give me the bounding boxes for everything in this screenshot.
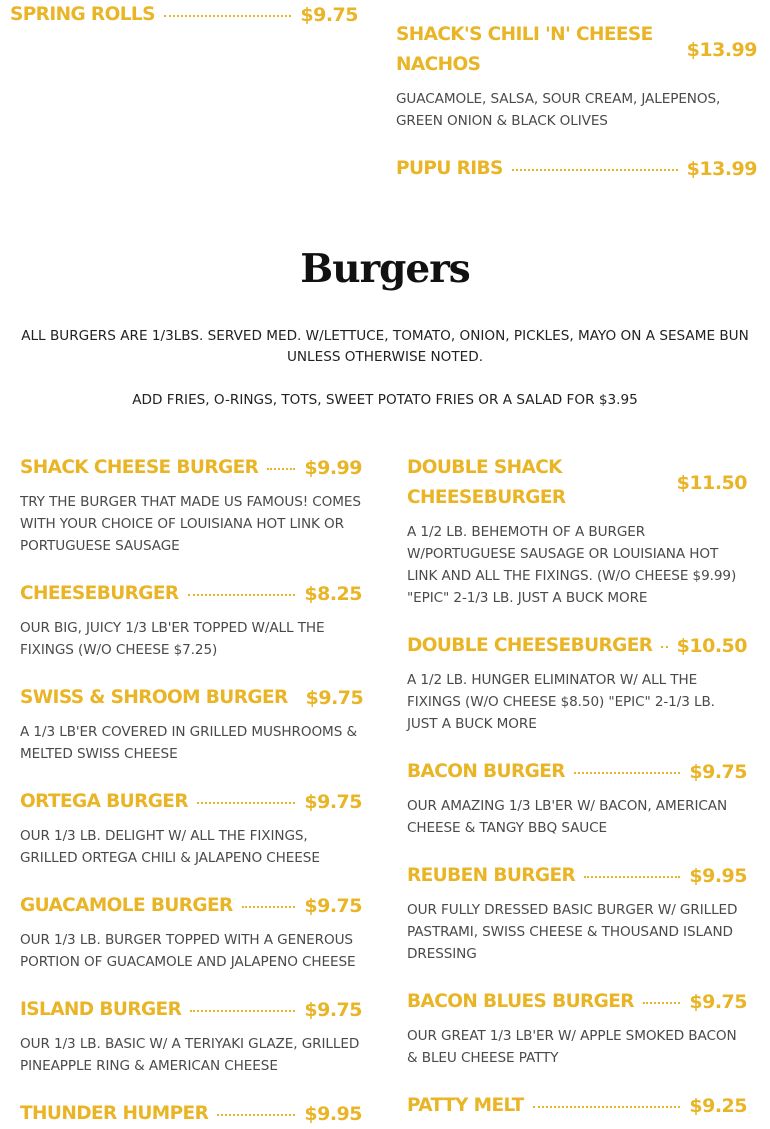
- menu-item-swiss-shroom-burger: [20, 683, 362, 765]
- dotted-leader: [661, 646, 667, 648]
- dotted-leader: [512, 169, 678, 171]
- item-price: $11.50: [676, 472, 747, 494]
- section-note-sides: ADD FRIES, O-RINGS, TOTS, SWEET POTATO FRIES OR A SALAD FOR $3.95: [132, 392, 638, 408]
- item-price: $9.75: [305, 687, 364, 709]
- item-price: $9.95: [689, 865, 747, 887]
- dotted-leader: [584, 876, 680, 878]
- item-price: $9.25: [689, 1095, 747, 1117]
- item-price: $9.75: [689, 991, 747, 1013]
- dotted-leader: [188, 594, 296, 596]
- item-description: TRY THE BURGER THAT MADE US FAMOUS! COMES WITH YOUR CHOICE OF LOUISIANA HOT LINK OR PORTUGUESE SAUSAGE: [20, 494, 361, 554]
- menu-item-bacon-blues-burger: [407, 987, 747, 1069]
- dotted-leader: [190, 1010, 295, 1012]
- item-price: $9.75: [304, 999, 362, 1021]
- item-description: OUR AMAZING 1/3 LB'ER W/ BACON, AMERICAN CHEESE & TANGY BBQ SAUCE: [407, 798, 728, 836]
- item-price: $9.75: [689, 761, 747, 783]
- item-price: $9.75: [304, 791, 362, 813]
- item-name: PUPU RIBS: [396, 158, 503, 179]
- dotted-leader: [197, 802, 295, 804]
- item-description: A 1/2 LB. BEHEMOTH OF A BURGER W/PORTUGUESE SAUSAGE OR LOUISIANA HOT LINK AND ALL THE FIXINGS. (W/O CHEESE $9.99) "EPIC" 2-1/3 LB. JUST A BUCK MORE: [407, 524, 737, 606]
- menu-item-island-burger: [20, 995, 362, 1077]
- item-price: $9.75: [304, 895, 362, 917]
- item-name: GUACAMOLE BURGER: [20, 895, 233, 916]
- item-description: OUR 1/3 LB. BASIC W/ A TERIYAKI GLAZE, GRILLED PINEAPPLE RING & AMERICAN CHEESE: [20, 1036, 360, 1074]
- dotted-leader: [574, 772, 681, 774]
- item-name: SHACK'S CHILI 'N' CHEESE NACHOS: [396, 24, 653, 75]
- item-price: $9.99: [304, 457, 362, 479]
- item-description: OUR GREAT 1/3 LB'ER W/ APPLE SMOKED BACON & BLEU CHEESE PATTY: [407, 1028, 737, 1066]
- item-description: OUR 1/3 LB. DELIGHT W/ ALL THE FIXINGS, GRILLED ORTEGA CHILI & JALAPENO CHEESE: [20, 828, 320, 866]
- dotted-leader: [164, 15, 292, 17]
- dotted-leader: [217, 1114, 295, 1116]
- item-name: REUBEN BURGER: [407, 865, 576, 886]
- item-name: SPRING ROLLS: [10, 4, 155, 25]
- item-name: THUNDER HUMPER: [20, 1103, 209, 1124]
- dotted-leader: [533, 1106, 681, 1108]
- item-name: PATTY MELT: [407, 1095, 524, 1116]
- item-price: $9.75: [300, 4, 358, 26]
- menu-item-ortega-burger: [20, 787, 362, 869]
- item-description: OUR FULLY DRESSED BASIC BURGER W/ GRILLED PASTRAMI, SWISS CHEESE & THOUSAND ISLAND DRESSING: [407, 902, 738, 962]
- item-name: DOUBLE CHEESEBURGER: [407, 635, 653, 656]
- dotted-leader: [242, 906, 296, 908]
- item-name: DOUBLE SHACK CHEESEBURGER: [407, 457, 566, 508]
- dotted-leader: [643, 1002, 680, 1004]
- menu-item-spring-rolls: [10, 0, 358, 30]
- item-name: SWISS & SHROOM BURGER: [20, 687, 288, 708]
- item-name: BACON BURGER: [407, 761, 565, 782]
- item-description: A 1/2 LB. HUNGER ELIMINATOR W/ ALL THE FIXINGS (W/O CHEESE $8.50) "EPIC" 2-1/3 LB. JUST A BUCK MORE: [407, 672, 715, 732]
- section-note: ALL BURGERS ARE 1/3LBS. SERVED MED. W/LETTUCE, TOMATO, ONION, PICKLES, MAYO ON A SESAME BUN UNLESS OTHERWISE NOTED.: [21, 328, 749, 365]
- item-name: CHEESEBURGER: [20, 583, 179, 604]
- menu-item-bacon-burger: [407, 757, 747, 839]
- item-name: ISLAND BURGER: [20, 999, 182, 1020]
- item-description: GUACAMOLE, SALSA, SOUR CREAM, JALEPENOS, GREEN ONION & BLACK OLIVES: [396, 91, 721, 129]
- menu-item-shack-cheese-burger: [20, 453, 362, 557]
- item-description: OUR 1/3 LB. BURGER TOPPED WITH A GENEROUS PORTION OF GUACAMOLE AND JALAPENO CHEESE: [20, 932, 356, 970]
- menu-item-nachos: [396, 20, 757, 132]
- item-price: $9.95: [304, 1103, 362, 1125]
- menu-item-guacamole-burger: [20, 891, 362, 973]
- item-price: $10.50: [676, 635, 747, 657]
- menu-item-patty-melt: [407, 1091, 747, 1121]
- menu-item-double-shack-cheeseburger: [407, 453, 747, 609]
- section-title: Burgers: [300, 246, 470, 292]
- item-name: ORTEGA BURGER: [20, 791, 188, 812]
- item-name: SHACK CHEESE BURGER: [20, 457, 259, 478]
- item-description: OUR BIG, JUICY 1/3 LB'ER TOPPED W/ALL THE FIXINGS (W/O CHEESE $7.25): [20, 620, 325, 658]
- menu-item-reuben-burger: [407, 861, 747, 965]
- dotted-leader: [267, 468, 295, 470]
- item-price: $8.25: [304, 583, 362, 605]
- menu-item-pupu-ribs: [396, 154, 757, 184]
- menu-item-cheeseburger: [20, 579, 362, 661]
- item-description: A 1/3 LB'ER COVERED IN GRILLED MUSHROOMS & MELTED SWISS CHEESE: [20, 724, 357, 762]
- item-price: $13.99: [686, 39, 757, 61]
- item-price: $13.99: [686, 158, 757, 180]
- item-name: BACON BLUES BURGER: [407, 991, 634, 1012]
- menu-item-double-cheeseburger: [407, 631, 747, 735]
- menu-item-thunder-humper: [20, 1099, 362, 1129]
